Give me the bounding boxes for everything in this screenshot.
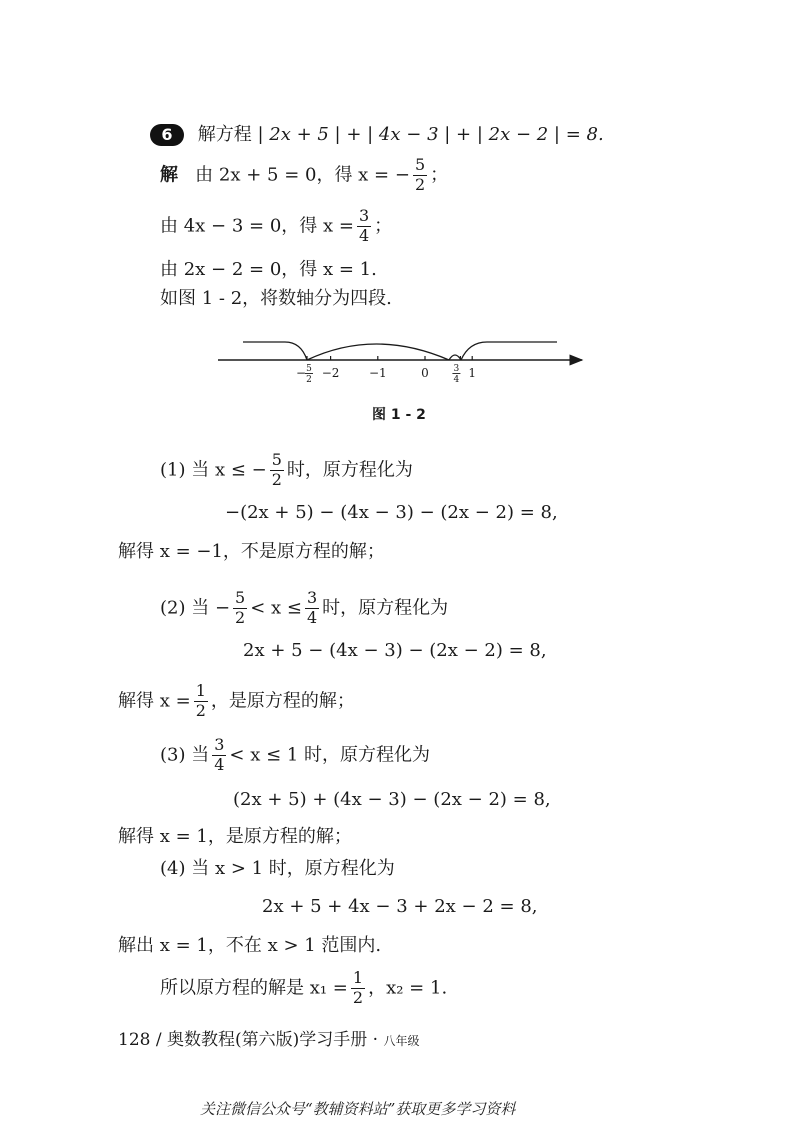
problem-number-badge: 6 (150, 124, 184, 146)
fraction: $\frac{3}{4}$ (306, 588, 318, 627)
case-4-equation: 2x + 5 + 4x − 3 + 2x − 2 = 8, (262, 896, 538, 917)
case-4-result: 解出 x = 1，不在 x > 1 范围内. (118, 935, 382, 956)
grade-label: 八年级 (383, 1034, 420, 1048)
page-footer (118, 1025, 420, 1050)
conclusion: 所以原方程的解是 x₁ = $\frac{1}{2}$ ，x₂ = 1. (160, 968, 448, 1007)
fraction: $\frac{1}{2}$ (195, 681, 206, 720)
number-line-figure (215, 326, 585, 396)
tick-label: 1 (468, 366, 477, 380)
case-1-result: 解得 x = −1，不是原方程的解； (118, 541, 385, 562)
solution-line-1: 解 由 2x + 5 = 0，得 x = − $\frac{5}{2}$ ； (160, 155, 449, 194)
fraction: $\frac{3}{4}$ (214, 735, 225, 774)
segment-curve-left (243, 342, 307, 360)
solution-line-2: 由 4x − 3 = 0，得 x = $\frac{3}{4}$ ； (160, 206, 393, 245)
figure-caption: 图 1 - 2 (372, 407, 426, 423)
problem-line (150, 124, 604, 146)
solution-label: 解 (160, 164, 178, 186)
tick-label-denominator: 4 (453, 375, 460, 385)
case-2-result: 解得 x = $\frac{1}{2}$ ，是原方程的解； (118, 681, 355, 720)
solution-line-4: 如图 1 - 2，将数轴分为四段. (160, 288, 392, 309)
case-3-heading: (3) 当 $\frac{3}{4}$ < x ≤ 1 时，原方程化为 (160, 735, 431, 774)
tick-label: 0 (421, 366, 429, 380)
tick-label-numerator: 3 (453, 364, 460, 374)
case-1-equation: −(2x + 5) − (4x − 3) − (2x − 2) = 8, (225, 502, 558, 523)
book-title: 奥数教程(第六版)学习手册 · (167, 1030, 379, 1050)
fraction: $\frac{3}{4}$ (358, 206, 370, 245)
tick-label-sign: − (295, 366, 307, 380)
problem-equation: | 2x + 5 | + | 4x − 3 | + | 2x − 2 | = 8. (257, 124, 604, 145)
tick-label: −2 (321, 366, 340, 380)
watermark-notice: 关注微信公众号“教辅资料站”获取更多学习资料 (200, 1100, 516, 1118)
solution-line-1-text: 由 2x + 5 = 0，得 x = − (195, 164, 410, 186)
case-1-heading: (1) 当 x ≤ − $\frac{5}{2}$ 时，原方程化为 (160, 450, 413, 489)
tick-label: −1 (368, 366, 387, 380)
fraction: $\frac{5}{2}$ (271, 450, 282, 489)
segment-curve-small (449, 355, 461, 360)
fraction: $\frac{5}{2}$ (414, 155, 426, 194)
case-3-result: 解得 x = 1，是原方程的解； (118, 826, 352, 847)
case-4-heading: (4) 当 x > 1 时，原方程化为 (160, 858, 395, 879)
solution-line-3: 由 2x − 2 = 0，得 x = 1. (160, 259, 377, 280)
case-2-heading: (2) 当 − $\frac{5}{2}$ < x ≤ $\frac{3}{4}$ 时，原方程化为 (160, 588, 449, 627)
tick-label-numerator: 5 (306, 364, 312, 374)
case-3-equation: (2x + 5) + (4x − 3) − (2x − 2) = 8, (233, 789, 551, 810)
fraction: $\frac{1}{2}$ (352, 968, 364, 1007)
fraction: $\frac{5}{2}$ (235, 588, 246, 627)
problem-prefix: 解方程 (197, 124, 252, 145)
page-number: 128 / (118, 1030, 162, 1050)
case-2-equation: 2x + 5 − (4x − 3) − (2x − 2) = 8, (243, 640, 547, 661)
tick-label-denominator: 2 (306, 375, 312, 385)
segment-curve-right (461, 342, 557, 360)
